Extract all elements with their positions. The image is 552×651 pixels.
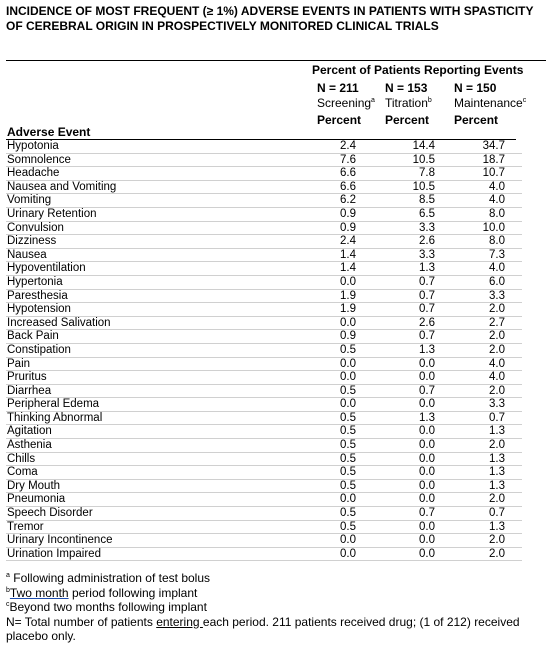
cell-maintenance: 1.3	[489, 425, 505, 438]
cell-titration: 1.3	[419, 262, 435, 275]
cell-maintenance: 34.7	[482, 140, 505, 152]
column-header-maintenance	[454, 81, 526, 128]
table-row	[6, 358, 522, 372]
cell-maintenance: 8.0	[489, 207, 505, 220]
column-n: N = 150	[454, 81, 497, 95]
event-name: Thinking Abnormal	[7, 411, 103, 424]
event-name: Pneumonia	[7, 493, 66, 506]
event-name: Back Pain	[7, 330, 59, 343]
table-row	[6, 480, 522, 494]
cell-maintenance: 0.7	[489, 507, 505, 520]
cell-screening: 0.5	[340, 411, 356, 424]
table-row	[6, 194, 522, 208]
cell-screening: 0.5	[340, 520, 356, 533]
cell-titration: 10.5	[412, 153, 435, 166]
event-name: Pain	[7, 357, 31, 370]
event-name: Agitation	[7, 425, 52, 438]
cell-maintenance: 1.3	[489, 452, 505, 465]
event-name: Constipation	[7, 343, 71, 356]
cell-maintenance: 2.0	[489, 534, 505, 547]
table-row	[6, 290, 522, 304]
cell-maintenance: 18.7	[482, 153, 505, 166]
table-body	[0, 140, 552, 561]
cell-maintenance: 4.0	[489, 262, 505, 275]
cell-titration: 0.0	[419, 425, 435, 438]
table-row	[6, 208, 522, 222]
cell-screening: 0.0	[340, 534, 356, 547]
cell-titration: 14.4	[412, 140, 435, 152]
column-unit: Percent	[317, 113, 362, 127]
table-row	[6, 303, 522, 317]
table-row	[6, 453, 522, 467]
cell-titration: 0.0	[419, 439, 435, 452]
column-period: Maintenance$^c$	[454, 96, 527, 110]
cell-maintenance: 2.7	[489, 316, 505, 329]
footnote-mark: c	[522, 97, 527, 104]
cell-screening: 0.9	[340, 330, 356, 343]
cell-screening: 0.0	[340, 547, 356, 560]
cell-screening: 0.5	[340, 452, 356, 465]
cell-titration: 0.0	[419, 479, 435, 492]
column-header-screening	[317, 81, 375, 128]
footnotes	[6, 571, 546, 644]
footnote-a: $^a$ Following administration of test bolus	[6, 571, 211, 585]
table-row	[6, 466, 522, 480]
cell-screening: 2.4	[340, 235, 356, 248]
cell-titration: 0.7	[419, 330, 435, 343]
event-name: Increased Salivation	[7, 316, 111, 329]
cell-titration: 0.0	[419, 520, 435, 533]
table-row	[6, 140, 522, 154]
cell-titration: 2.6	[419, 235, 435, 248]
table-row	[6, 262, 522, 276]
table-row	[6, 425, 522, 439]
cell-titration: 8.5	[419, 194, 435, 207]
table-row	[6, 507, 522, 521]
cell-screening: 0.5	[340, 439, 356, 452]
cell-maintenance: 2.0	[489, 439, 505, 452]
cell-screening: 1.9	[340, 303, 356, 316]
cell-titration: 1.3	[419, 411, 435, 424]
table-row	[6, 330, 522, 344]
event-name: Paresthesia	[7, 289, 68, 302]
cell-screening: 6.2	[340, 194, 356, 207]
cell-titration: 0.7	[419, 384, 435, 397]
cell-screening: 0.0	[340, 357, 356, 370]
cell-screening: 0.0	[340, 398, 356, 411]
cell-screening: 0.5	[340, 507, 356, 520]
table-row	[6, 222, 522, 236]
event-name: Urination Impaired	[7, 547, 101, 560]
column-n: N = 211	[317, 81, 359, 95]
cell-screening: 7.6	[340, 153, 356, 166]
table-row	[6, 548, 522, 562]
cell-screening: 0.5	[340, 479, 356, 492]
cell-maintenance: 2.0	[489, 303, 505, 316]
table-row	[6, 235, 522, 249]
event-name: Dry Mouth	[7, 479, 61, 492]
table-row	[6, 521, 522, 535]
event-name: Peripheral Edema	[7, 398, 100, 411]
table-row	[6, 412, 522, 426]
cell-screening: 0.5	[340, 343, 356, 356]
cell-screening: 0.5	[340, 384, 356, 397]
cell-screening: 6.6	[340, 180, 356, 193]
table-row	[6, 344, 522, 358]
cell-maintenance: 2.0	[489, 547, 505, 560]
cell-titration: 10.5	[412, 180, 435, 193]
cell-maintenance: 4.0	[489, 371, 505, 384]
event-name: Pruritus	[7, 371, 47, 384]
cell-maintenance: 4.0	[489, 194, 505, 207]
table-row	[6, 398, 522, 412]
title-line-1: INCIDENCE OF MOST FREQUENT (≥ 1%) ADVERSE EVENTS IN PATIENTS WITH SPASTICITY	[6, 4, 534, 18]
cell-titration: 0.0	[419, 371, 435, 384]
cell-screening: 0.9	[340, 207, 356, 220]
table-row	[6, 385, 522, 399]
column-period: Screening$^a$	[317, 96, 375, 110]
cell-titration: 6.5	[419, 207, 435, 220]
column-unit: Percent	[385, 113, 430, 127]
event-name: Nausea	[7, 248, 47, 261]
footnote-mark: b	[427, 97, 432, 104]
column-unit: Percent	[454, 113, 499, 127]
cell-titration: 0.0	[419, 547, 435, 560]
cell-maintenance: 4.0	[489, 357, 505, 370]
table-row	[6, 276, 522, 290]
cell-maintenance: 2.0	[489, 330, 505, 343]
table-row	[6, 371, 522, 385]
event-name: Asthenia	[7, 439, 52, 452]
event-name: Urinary Retention	[7, 207, 97, 220]
cell-titration: 0.0	[419, 534, 435, 547]
cell-titration: 0.7	[419, 289, 435, 302]
event-name: Coma	[7, 466, 38, 479]
cell-maintenance: 0.7	[489, 411, 505, 424]
footnote-b: $^b$Two month period following implant	[6, 585, 198, 600]
cell-screening: 0.0	[340, 316, 356, 329]
table-row	[6, 181, 522, 195]
cell-titration: 0.0	[419, 357, 435, 370]
cell-maintenance: 4.0	[489, 180, 505, 193]
event-name: Hypoventilation	[7, 262, 86, 275]
cell-titration: 0.7	[419, 275, 435, 288]
cell-maintenance: 3.3	[489, 289, 505, 302]
cell-titration: 0.0	[419, 493, 435, 506]
cell-screening: 0.0	[340, 275, 356, 288]
cell-screening: 1.9	[340, 289, 356, 302]
cell-maintenance: 2.0	[489, 384, 505, 397]
cell-titration: 0.0	[419, 452, 435, 465]
table-title	[6, 4, 546, 34]
cell-maintenance: 2.0	[489, 493, 505, 506]
cell-titration: 3.3	[419, 221, 435, 234]
cell-maintenance: 6.0	[489, 275, 505, 288]
table-row	[6, 317, 522, 331]
cell-screening: 0.0	[340, 493, 356, 506]
column-period: Titration$^b$	[385, 96, 432, 110]
group-header: Percent of Patients Reporting Events	[312, 63, 524, 77]
event-name: Nausea and Vomiting	[7, 180, 117, 193]
cell-maintenance: 10.7	[482, 167, 505, 180]
event-name: Hypotension	[7, 303, 71, 316]
cell-titration: 7.8	[419, 167, 435, 180]
cell-titration: 0.0	[419, 466, 435, 479]
cell-screening: 1.4	[340, 248, 356, 261]
footnote-mark: a	[371, 97, 375, 104]
cell-titration: 3.3	[419, 248, 435, 261]
cell-maintenance: 1.3	[489, 520, 505, 533]
event-name: Convulsion	[7, 221, 64, 234]
table-row	[6, 439, 522, 453]
cell-titration: 0.7	[419, 507, 435, 520]
cell-screening: 1.4	[340, 262, 356, 275]
cell-titration: 2.6	[419, 316, 435, 329]
table-row	[6, 167, 522, 181]
top-rule	[6, 60, 546, 61]
event-name: Headache	[7, 167, 60, 180]
event-name: Diarrhea	[7, 384, 52, 397]
event-name: Tremor	[7, 520, 44, 533]
event-name: Chills	[7, 452, 36, 465]
column-header-titration	[385, 81, 432, 128]
cell-screening: 0.0	[340, 371, 356, 384]
cell-screening: 2.4	[340, 140, 356, 152]
cell-maintenance: 10.0	[482, 221, 505, 234]
column-n: N = 153	[385, 81, 428, 95]
cell-maintenance: 1.3	[489, 479, 505, 492]
table-row	[6, 249, 522, 263]
footnote-c: $^c$Beyond two months following implant	[6, 600, 207, 614]
row-header-adverse-event: Adverse Event	[7, 125, 91, 139]
title-line-2: OF CEREBRAL ORIGIN IN PROSPECTIVELY MONITORED CLINICAL TRIALS	[6, 19, 439, 33]
cell-maintenance: 3.3	[489, 398, 505, 411]
event-name: Speech Disorder	[7, 507, 93, 520]
event-name: Somnolence	[7, 153, 71, 166]
table-row	[6, 534, 522, 548]
table-row	[6, 154, 522, 168]
cell-screening: 6.6	[340, 167, 356, 180]
cell-screening: 0.9	[340, 221, 356, 234]
event-name: Urinary Incontinence	[7, 534, 113, 547]
cell-titration: 0.7	[419, 303, 435, 316]
cell-maintenance: 2.0	[489, 343, 505, 356]
cell-maintenance: 7.3	[489, 248, 505, 261]
cell-maintenance: 8.0	[489, 235, 505, 248]
event-name: Hypotonia	[7, 140, 59, 152]
event-name: Dizziness	[7, 235, 57, 248]
table-row	[6, 493, 522, 507]
footnote-n: N= Total number of patients entering each period. 211 patients received drug; (1 of 212) received placebo only.	[6, 614, 520, 643]
cell-titration: 1.3	[419, 343, 435, 356]
event-name: Hypertonia	[7, 275, 63, 288]
cell-maintenance: 1.3	[489, 466, 505, 479]
cell-titration: 0.0	[419, 398, 435, 411]
cell-screening: 0.5	[340, 466, 356, 479]
cell-screening: 0.5	[340, 425, 356, 438]
event-name: Vomiting	[7, 194, 52, 207]
